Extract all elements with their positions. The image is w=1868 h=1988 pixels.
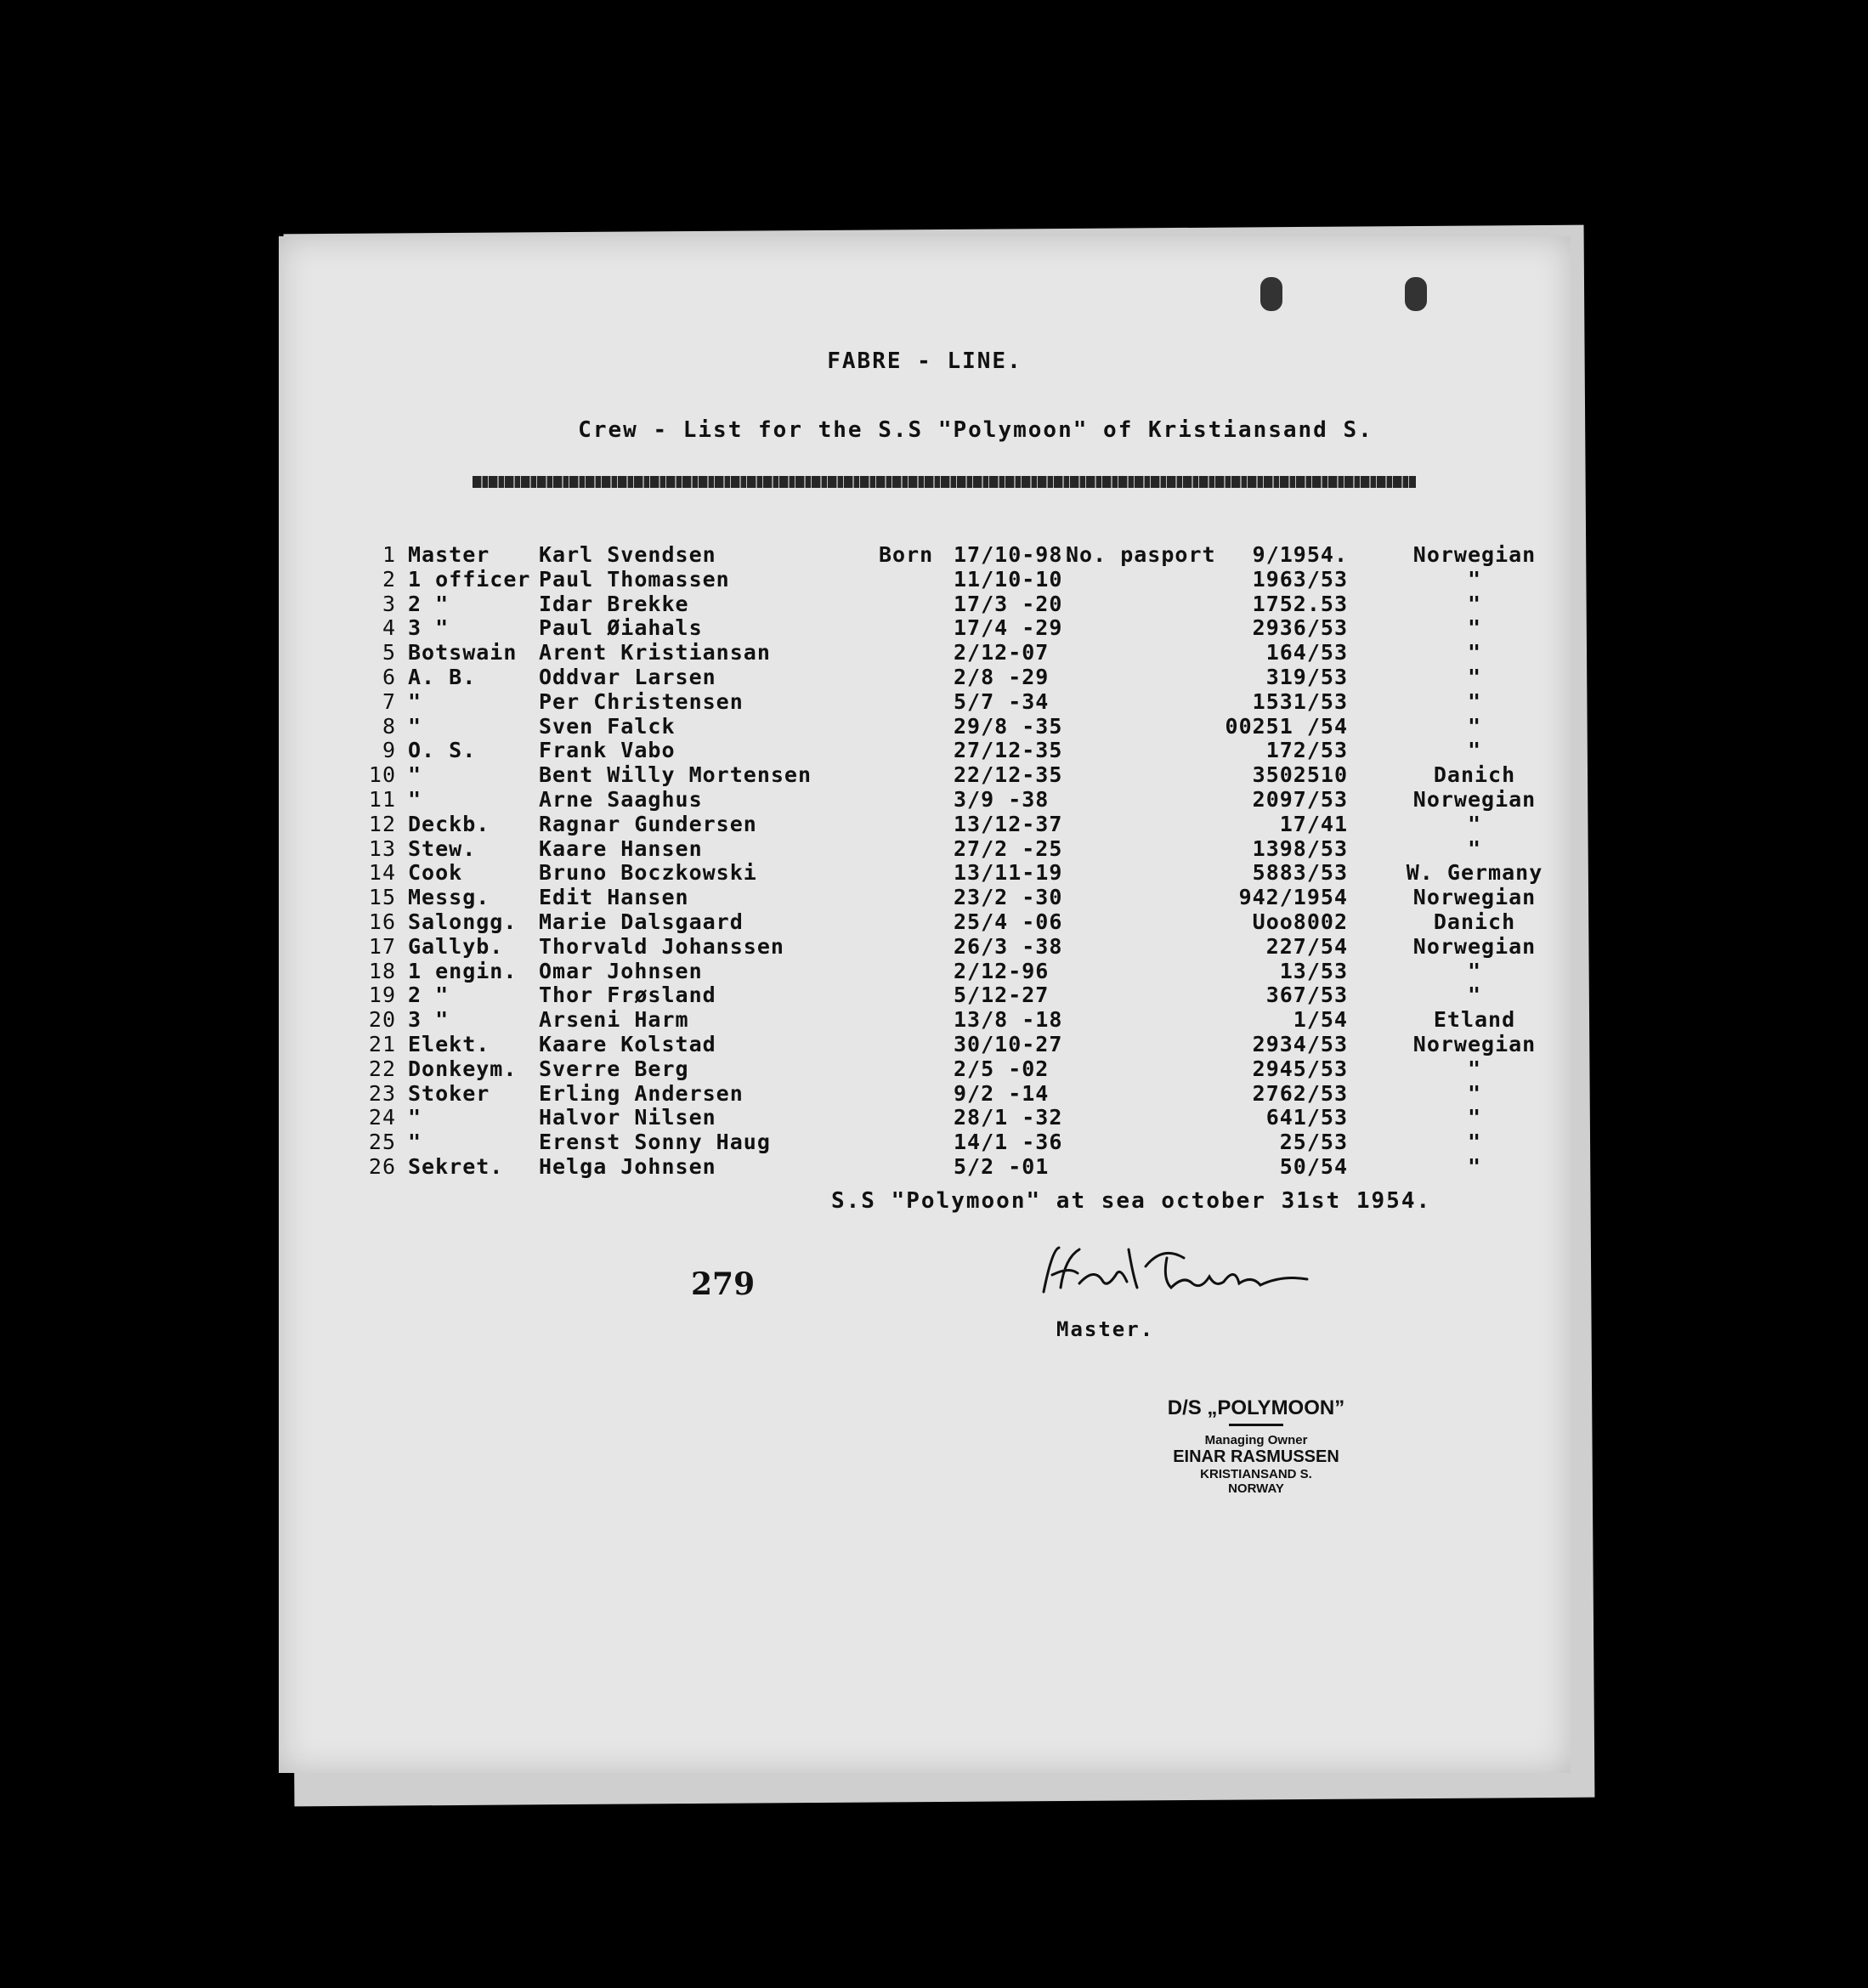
punch-hole <box>1405 277 1427 311</box>
crew-name: Sven Falck <box>539 713 676 739</box>
crew-row <box>360 885 1559 909</box>
crew-passport: 942/1954 <box>1238 885 1348 910</box>
crew-nationality: " <box>1467 983 1482 1008</box>
crew-name: Kaare Kolstad <box>539 1031 716 1056</box>
crew-rank: 3 " <box>408 615 450 641</box>
crew-nationality: " <box>1467 566 1482 592</box>
stamp-country: NORWAY <box>1228 1481 1284 1496</box>
crew-born: 23/2 -30 <box>954 885 1063 910</box>
crew-name: Marie Dalsgaard <box>539 909 744 934</box>
crew-number: 17 <box>368 933 396 959</box>
crew-number: 13 <box>368 835 396 861</box>
crew-name: Paul Øiahals <box>539 615 703 641</box>
crew-name: Bruno Boczkowski <box>539 860 757 886</box>
crew-name: Oddvar Larsen <box>539 664 716 689</box>
stamp-company: D/S „POLYMOON” <box>1167 1396 1345 1419</box>
crew-passport: 9/1954. <box>1252 542 1348 567</box>
crew-number: 1 <box>382 542 396 567</box>
crew-rank: Sekret. <box>408 1153 504 1179</box>
crew-row <box>360 1007 1559 1032</box>
crew-rank: O. S. <box>408 738 477 763</box>
crew-born: 27/2 -25 <box>954 835 1063 861</box>
crew-born: 17/3 -20 <box>954 591 1063 616</box>
crew-nationality: Danich <box>1433 909 1516 934</box>
master-signature <box>1027 1241 1350 1317</box>
crew-passport: 2945/53 <box>1252 1056 1348 1081</box>
crew-passport: 25/53 <box>1279 1130 1348 1155</box>
crew-passport: 641/53 <box>1265 1105 1348 1130</box>
crew-name: Karl Svendsen <box>539 542 716 567</box>
crew-row <box>360 640 1559 665</box>
passport-label: No. pasport <box>1066 542 1216 567</box>
crew-born: 22/12-35 <box>954 762 1063 788</box>
crew-passport: 367/53 <box>1265 983 1348 1008</box>
crew-number: 9 <box>382 738 396 763</box>
crew-number: 26 <box>368 1153 396 1179</box>
crew-rank: 1 officer <box>408 566 531 592</box>
crew-born: 29/8 -35 <box>954 713 1063 739</box>
crew-name: Ragnar Gundersen <box>539 811 757 836</box>
crew-number: 20 <box>368 1007 396 1033</box>
crew-list <box>360 542 1559 1179</box>
crew-born: 9/2 -14 <box>954 1080 1050 1106</box>
crew-rank: Gallyb. <box>408 933 504 959</box>
crew-number: 10 <box>368 762 396 788</box>
crew-nationality: Norwegian <box>1412 1031 1537 1056</box>
crew-passport: 3502510 <box>1252 762 1348 788</box>
crew-number: 7 <box>382 688 396 714</box>
crew-row <box>360 836 1559 861</box>
crew-nationality: " <box>1467 835 1482 861</box>
crew-number: 23 <box>368 1080 396 1106</box>
crew-name: Kaare Hansen <box>539 835 703 861</box>
crew-passport: 2936/53 <box>1252 615 1348 641</box>
crew-born: 5/12-27 <box>954 983 1050 1008</box>
crew-name: Per Christensen <box>539 688 744 714</box>
crew-rank: Botswain <box>408 640 518 665</box>
crew-row <box>360 762 1559 787</box>
crew-number: 4 <box>382 615 396 641</box>
crew-born: 28/1 -32 <box>954 1105 1063 1130</box>
crew-rank: Elekt. <box>408 1031 490 1056</box>
crew-nationality: " <box>1467 713 1482 739</box>
crew-passport: 227/54 <box>1265 933 1348 959</box>
crew-row <box>360 1130 1559 1154</box>
crew-born: 17/10-98. <box>954 542 1077 567</box>
crew-row <box>360 860 1559 885</box>
crew-passport: 164/53 <box>1265 640 1348 665</box>
crew-nationality: " <box>1467 1080 1482 1106</box>
crew-nationality: " <box>1467 1153 1482 1179</box>
crew-rank: " <box>408 713 422 739</box>
born-label: Born <box>879 542 934 567</box>
stamp-divider <box>1229 1424 1283 1426</box>
company-stamp <box>1129 1396 1384 1496</box>
crew-name: Arne Saaghus <box>539 786 703 812</box>
crew-passport: 172/53 <box>1265 738 1348 763</box>
crew-born: 13/8 -18 <box>954 1007 1063 1033</box>
crew-row <box>360 689 1559 714</box>
crew-passport: 2097/53 <box>1252 786 1348 812</box>
crew-name: Thorvald Johanssen <box>539 933 784 959</box>
crew-nationality: " <box>1467 1105 1482 1130</box>
crew-born: 14/1 -36 <box>954 1130 1063 1155</box>
crew-nationality: " <box>1467 1130 1482 1155</box>
crew-name: Sverre Berg <box>539 1056 689 1081</box>
crew-passport: Uoo8002 <box>1252 909 1348 934</box>
crew-name: Idar Brekke <box>539 591 689 616</box>
signer-title: Master. <box>1056 1317 1155 1341</box>
crew-rank: " <box>408 786 422 812</box>
crew-number: 25 <box>368 1130 396 1155</box>
crew-rank: Cook <box>408 860 463 886</box>
line-name: FABRE - LINE. <box>827 348 1022 374</box>
crew-passport: 5883/53 <box>1252 860 1348 886</box>
location-date: S.S "Polymoon" at sea october 31st 1954. <box>831 1188 1432 1214</box>
crew-rank: A. B. <box>408 664 477 689</box>
crew-row <box>360 983 1559 1007</box>
crew-number: 5 <box>382 640 396 665</box>
crew-rank: 3 " <box>408 1007 450 1033</box>
crew-passport: 17/41 <box>1279 811 1348 836</box>
crew-rank: Donkeym. <box>408 1056 518 1081</box>
crew-born: 2/8 -29 <box>954 664 1050 689</box>
crew-name: Arent Kristiansan <box>539 640 771 665</box>
crew-number: 18 <box>368 958 396 983</box>
crew-name: Arseni Harm <box>539 1007 689 1033</box>
crew-rank: 1 engin. <box>408 958 518 983</box>
crew-number: 24 <box>368 1105 396 1130</box>
crew-number: 14 <box>368 860 396 886</box>
page-number: 279 <box>691 1266 756 1302</box>
crew-rank: Messg. <box>408 885 490 910</box>
crew-rank: " <box>408 762 422 788</box>
crew-passport: 1531/53 <box>1252 688 1348 714</box>
title-underline <box>473 476 1416 488</box>
crew-row <box>360 1105 1559 1130</box>
crew-passport: 13/53 <box>1279 958 1348 983</box>
crew-passport: 1752.53 <box>1252 591 1348 616</box>
crew-row <box>360 567 1559 592</box>
crew-nationality: " <box>1467 615 1482 641</box>
punch-hole <box>1260 277 1282 311</box>
stamp-owner: EINAR RASMUSSEN <box>1173 1447 1339 1466</box>
crew-row <box>360 665 1559 689</box>
crew-passport: 1963/53 <box>1252 566 1348 592</box>
crew-born: 27/12-35 <box>954 738 1063 763</box>
crew-row <box>360 934 1559 959</box>
crew-number: 22 <box>368 1056 396 1081</box>
crew-passport: 1398/53 <box>1252 835 1348 861</box>
crew-number: 21 <box>368 1031 396 1056</box>
crew-row <box>360 714 1559 739</box>
document-title: Crew - List for the S.S "Polymoon" of Kristiansand S. <box>578 417 1373 443</box>
crew-number: 3 <box>382 591 396 616</box>
crew-rank: Master <box>408 542 490 567</box>
crew-number: 6 <box>382 664 396 689</box>
crew-born: 11/10-10 <box>954 566 1063 592</box>
crew-passport: 2934/53 <box>1252 1031 1348 1056</box>
crew-row <box>360 542 1559 567</box>
crew-born: 17/4 -29 <box>954 615 1063 641</box>
stamp-city: KRISTIANSAND S. <box>1200 1467 1312 1481</box>
crew-passport: 00251 /54 <box>1225 713 1348 739</box>
crew-name: Paul Thomassen <box>539 566 730 592</box>
crew-nationality: " <box>1467 811 1482 836</box>
crew-born: 2/12-07 <box>954 640 1050 665</box>
crew-born: 30/10-27 <box>954 1031 1063 1056</box>
crew-nationality: Etland <box>1433 1007 1516 1033</box>
crew-row <box>360 738 1559 762</box>
crew-number: 8 <box>382 713 396 739</box>
crew-born: 13/12-37 <box>954 811 1063 836</box>
crew-name: Erenst Sonny Haug <box>539 1130 771 1155</box>
crew-number: 12 <box>368 811 396 836</box>
crew-row <box>360 959 1559 983</box>
crew-number: 16 <box>368 909 396 934</box>
crew-name: Omar Johnsen <box>539 958 703 983</box>
crew-rank: Stew. <box>408 835 477 861</box>
crew-nationality: Danich <box>1433 762 1516 788</box>
crew-row <box>360 1154 1559 1179</box>
crew-name: Erling Andersen <box>539 1080 744 1106</box>
crew-nationality: Norwegian <box>1412 885 1537 910</box>
crew-name: Thor Frøsland <box>539 983 716 1008</box>
document-page <box>279 236 1571 1773</box>
crew-nationality: " <box>1467 738 1482 763</box>
crew-born: 25/4 -06 <box>954 909 1063 934</box>
crew-born: 5/7 -34 <box>954 688 1050 714</box>
crew-passport: 319/53 <box>1265 664 1348 689</box>
crew-born: 26/3 -38 <box>954 933 1063 959</box>
crew-nationality: " <box>1467 640 1482 665</box>
crew-nationality: Norwegian <box>1412 786 1537 812</box>
crew-rank: Deckb. <box>408 811 490 836</box>
crew-number: 19 <box>368 983 396 1008</box>
crew-rank: Salongg. <box>408 909 518 934</box>
crew-nationality: " <box>1467 958 1482 983</box>
crew-name: Helga Johnsen <box>539 1153 716 1179</box>
crew-name: Halvor Nilsen <box>539 1105 716 1130</box>
crew-row <box>360 1032 1559 1056</box>
crew-name: Edit Hansen <box>539 885 689 910</box>
crew-row <box>360 909 1559 934</box>
crew-passport: 1/54 <box>1293 1007 1348 1033</box>
crew-rank: 2 " <box>408 983 450 1008</box>
crew-nationality: " <box>1467 1056 1482 1081</box>
crew-nationality: Norwegian <box>1412 542 1537 567</box>
crew-nationality: " <box>1467 591 1482 616</box>
crew-nationality: " <box>1467 664 1482 689</box>
crew-name: Bent Willy Mortensen <box>539 762 812 788</box>
crew-number: 15 <box>368 885 396 910</box>
crew-row <box>360 1081 1559 1106</box>
crew-rank: " <box>408 688 422 714</box>
crew-row <box>360 787 1559 812</box>
crew-number: 2 <box>382 566 396 592</box>
crew-born: 13/11-19 <box>954 860 1063 886</box>
crew-row <box>360 1056 1559 1081</box>
stamp-role: Managing Owner <box>1204 1433 1308 1447</box>
crew-number: 11 <box>368 786 396 812</box>
crew-nationality: " <box>1467 688 1482 714</box>
crew-rank: Stoker <box>408 1080 490 1106</box>
crew-born: 5/2 -01 <box>954 1153 1050 1179</box>
crew-rank: " <box>408 1105 422 1130</box>
crew-born: 3/9 -38 <box>954 786 1050 812</box>
crew-name: Frank Vabo <box>539 738 676 763</box>
crew-born: 2/5 -02 <box>954 1056 1050 1081</box>
crew-passport: 2762/53 <box>1252 1080 1348 1106</box>
crew-rank: 2 " <box>408 591 450 616</box>
crew-nationality: W. Germany <box>1406 860 1543 886</box>
crew-passport: 50/54 <box>1279 1153 1348 1179</box>
crew-born: 2/12-96 <box>954 958 1050 983</box>
crew-row <box>360 812 1559 836</box>
crew-row <box>360 615 1559 640</box>
crew-nationality: Norwegian <box>1412 933 1537 959</box>
crew-row <box>360 592 1559 616</box>
crew-rank: " <box>408 1130 422 1155</box>
